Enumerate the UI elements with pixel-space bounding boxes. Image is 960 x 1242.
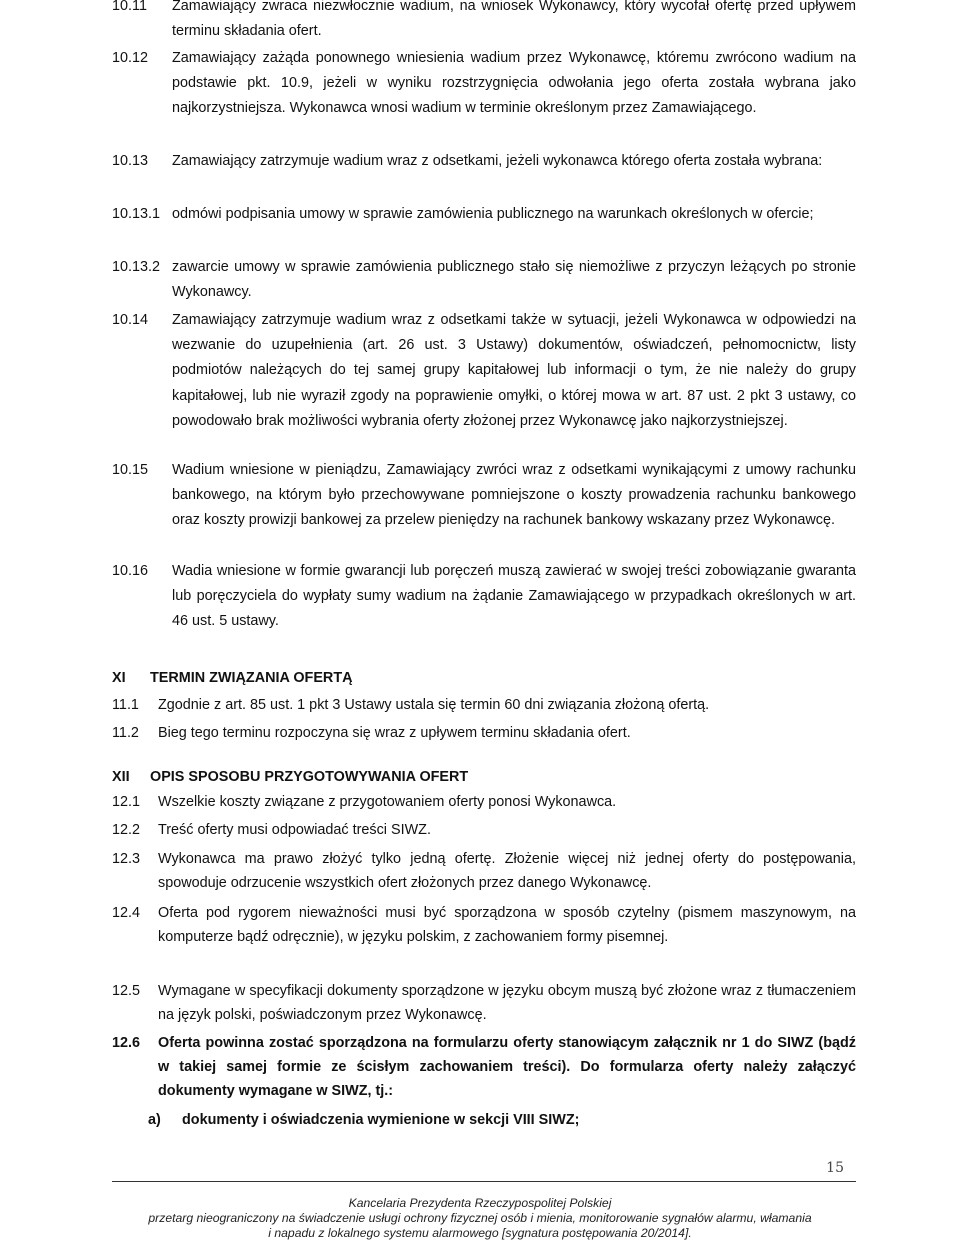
- clause-number: 11.1: [112, 697, 139, 713]
- clause-10-12: [112, 46, 856, 122]
- clause-12-2: [112, 818, 856, 842]
- clause-text: zawarcie umowy w sprawie zamówienia publicznego stało się niemożliwe z przyczyn leżących po stronie Wykonawcy.: [172, 259, 856, 301]
- section-xii-heading: [112, 767, 856, 787]
- clause-text: Wadium wniesione w pieniądzu, Zamawiający zwróci wraz z odsetkami wynikającymi z umowy rachunku bankowego, na którym było przechowywane pomniejszone o koszty prowadzenia rachunku bankowego oraz koszty prowizji bankowej za przelew pieniędzy na rachunek bankowy wskazany przez Wykonawcę.: [172, 462, 856, 529]
- clause-12-6: [112, 1031, 856, 1103]
- clause-number: 12.2: [112, 822, 141, 838]
- clause-number: 12.1: [112, 794, 141, 810]
- clause-text: Zamawiający zatrzymuje wadium wraz z odsetkami także w sytuacji, jeżeli Wykonawca w odpowiedzi na wezwanie do uzupełnienia (art. 26 ust. 3 Ustawy) dokumentów, oświadczeń, pełnomocnictw, listy podmiotów należących do tej samej grupy kapitałowej lub informacji o tym, że nie należy do grupy kapitałowej, lub nie wyraził zgody na poprawienie omyłki, o której mowa w art. 87 ust. 2 pkt 3 ustawy, co powodowało brak możliwości wybrania oferty złożonej przez Wykonawcę jako najkorzystniejszej.: [172, 312, 856, 429]
- footer-line-3: i napadu z lokalnego systemu alarmowego [sygnatura postępowania 20/2014].: [268, 1226, 692, 1240]
- clause-10-15: [112, 458, 856, 534]
- clause-12-1: [112, 790, 856, 814]
- clause-10-13-2: [112, 255, 856, 305]
- clause-number: 10.11: [112, 0, 147, 14]
- clause-number: 10.16: [112, 563, 149, 579]
- clause-text: Oferta powinna zostać sporządzona na formularzu oferty stanowiącym załącznik nr 1 do SIWZ (bądź w takiej samej formie ze ścisłym zachowaniem treści). Do formularza oferty należy załączyć dokumenty wymagane w SIWZ, tj.:: [158, 1035, 856, 1099]
- clause-number: 12.4: [112, 905, 141, 921]
- page-footer: [100, 1196, 860, 1241]
- list-text: dokumenty i oświadczenia wymienione w sekcji VIII SIWZ;: [182, 1112, 580, 1128]
- clause-number: 12.3: [112, 851, 141, 867]
- clause-10-13: [112, 149, 856, 174]
- clause-number: 11.2: [112, 725, 139, 741]
- section-xi-heading: [112, 668, 856, 688]
- clause-number: 10.14: [112, 312, 149, 328]
- clause-text: Wadia wniesione w formie gwarancji lub poręczeń muszą zawierać w swojej treści zobowiązanie gwaranta lub poręczyciela do wypłaty sumy wadium na żądanie Zamawiającego w przypadkach określonych w art. 46 ust. 5 ustawy.: [172, 563, 856, 630]
- clause-number: 10.12: [112, 50, 149, 66]
- clause-text: Wszelkie koszty związane z przygotowaniem oferty ponosi Wykonawca.: [158, 794, 617, 810]
- clause-text: Zamawiający zwraca niezwłocznie wadium, na wniosek Wykonawcy, który wycofał ofertę przed upływem terminu składania ofert.: [172, 0, 856, 40]
- section-title: TERMIN ZWIĄZANIA OFERTĄ: [150, 670, 353, 686]
- list-marker: a): [148, 1112, 161, 1128]
- clause-text: Bieg tego terminu rozpoczyna się wraz z upływem terminu składania ofert.: [158, 725, 631, 741]
- clause-11-2: [112, 721, 856, 745]
- clause-10-13-1: [112, 202, 856, 227]
- clause-text: Zamawiający zatrzymuje wadium wraz z odsetkami, jeżeli wykonawca którego oferta została wybrana:: [172, 153, 823, 169]
- clause-text: Oferta pod rygorem nieważności musi być sporządzona w sposób czytelny (pismem maszynowym, na komputerze bądź odręcznie), w języku polskim, z zachowaniem formy pisemnej.: [158, 905, 856, 945]
- clause-10-11: [112, 0, 856, 44]
- clause-number: 10.15: [112, 462, 149, 478]
- section-title: OPIS SPOSOBU PRZYGOTOWYWANIA OFERT: [150, 769, 469, 785]
- clause-12-3: [112, 847, 856, 895]
- page-number: 15: [826, 1160, 844, 1176]
- section-number: XII: [112, 769, 130, 785]
- clause-12-5: [112, 979, 856, 1027]
- footer-divider: [112, 1181, 856, 1182]
- clause-number: 10.13.1: [112, 206, 161, 222]
- clause-11-1: [112, 693, 856, 717]
- clause-12-6-a: [148, 1110, 856, 1130]
- clause-10-16: [112, 559, 856, 635]
- clause-number: 12.5: [112, 983, 141, 999]
- clause-text: Treść oferty musi odpowiadać treści SIWZ.: [158, 822, 431, 838]
- clause-12-4: [112, 901, 856, 949]
- clause-text: Zgodnie z art. 85 ust. 1 pkt 3 Ustawy ustala się termin 60 dni związania złożoną ofertą.: [158, 697, 710, 713]
- clause-number: 12.6: [112, 1035, 141, 1051]
- footer-line-2: przetarg nieograniczony na świadczenie usługi ochrony fizycznej osób i mienia, monitorowanie sygnałów alarmu, włamania: [148, 1211, 812, 1225]
- clause-text: Wykonawca ma prawo złożyć tylko jedną ofertę. Złożenie więcej niż jednej oferty do postępowania, spowoduje odrzucenie wszystkich ofert złożonych przez danego Wykonawcę.: [158, 851, 856, 891]
- clause-number: 10.13: [112, 153, 149, 169]
- clause-text: odmówi podpisania umowy w sprawie zamówienia publicznego na warunkach określonych w ofercie;: [172, 206, 814, 222]
- clause-number: 10.13.2: [112, 259, 161, 275]
- section-number: XI: [112, 670, 126, 686]
- clause-text: Zamawiający zażąda ponownego wniesienia wadium przez Wykonawcę, któremu zwrócono wadium na podstawie pkt. 10.9, jeżeli w wyniku rozstrzygnięcia odwołania jego oferta została wybrana jako najkorzystniejsza. Wykonawca wnosi wadium w terminie określonym przez Zamawiającego.: [172, 50, 856, 117]
- footer-line-1: Kancelaria Prezydenta Rzeczypospolitej Polskiej: [348, 1196, 612, 1210]
- clause-10-14: [112, 308, 856, 434]
- clause-text: Wymagane w specyfikacji dokumenty sporządzone w języku obcym muszą być złożone wraz z tłumaczeniem na język polski, poświadczonym przez Wykonawcę.: [158, 983, 856, 1023]
